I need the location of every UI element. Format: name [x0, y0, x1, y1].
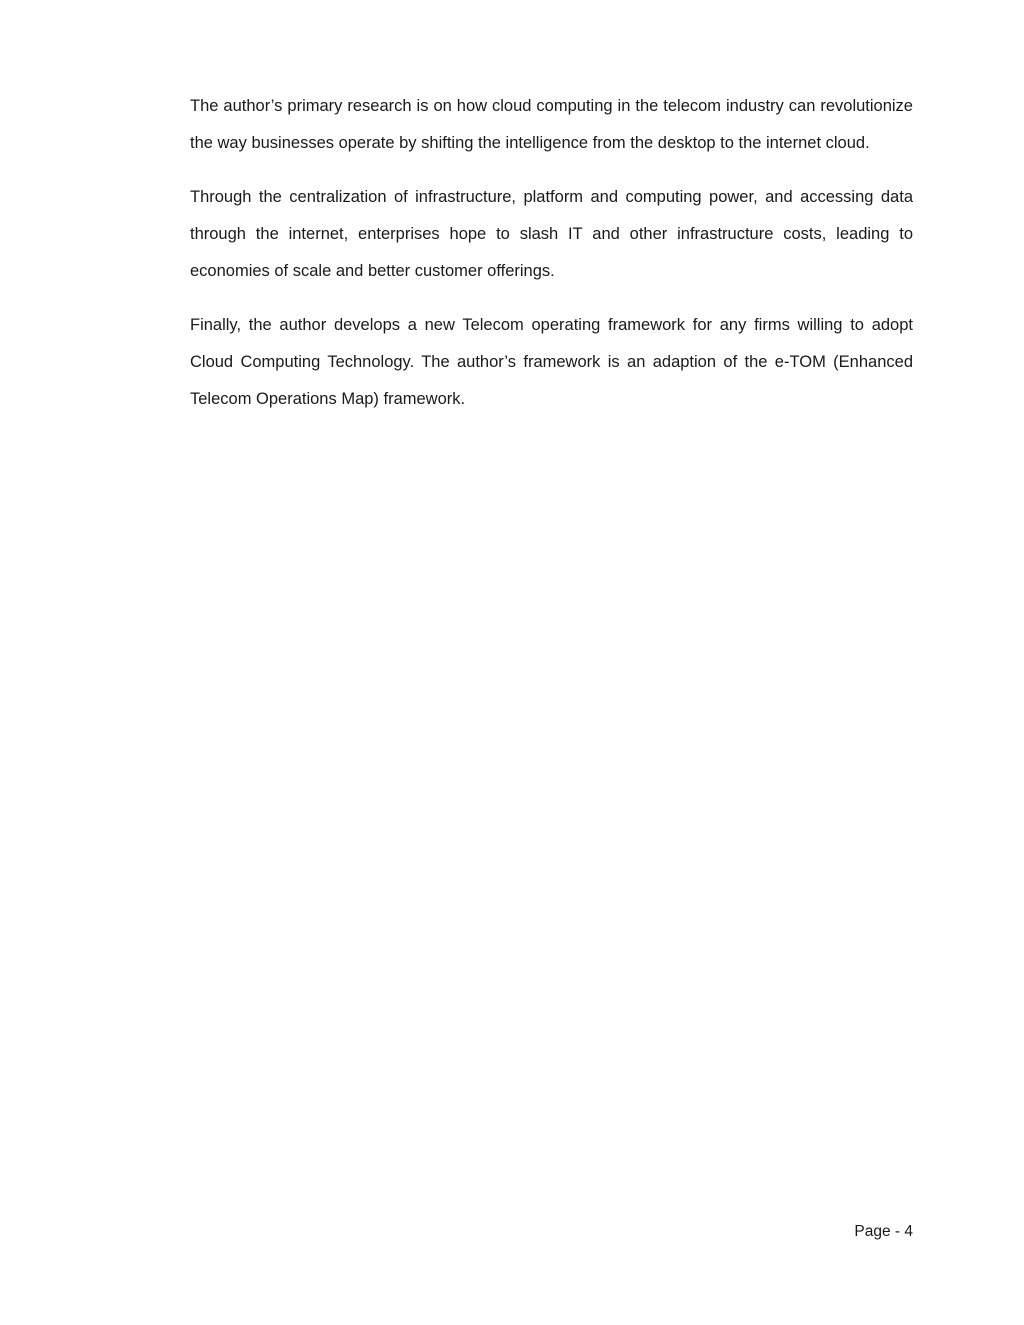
paragraph-framework: Finally, the author develops a new Telecom operating framework for any firms willing to adopt Cloud Computing Technology. The author’s framework is an adaption of the e-TOM (Enhanced Telecom Operations Map) framework.	[190, 316, 913, 408]
paragraph-centralization: Through the centralization of infrastructure, platform and computing power, and accessing data through the internet, enterprises hope to slash IT and other infrastructure costs, leading to economies of scale and better customer offerings.	[190, 188, 913, 280]
paragraph-research-focus: The author’s primary research is on how cloud computing in the telecom industry can revolutionize the way businesses operate by shifting the intelligence from the desktop to the internet cloud.	[190, 97, 913, 152]
body-text	[190, 88, 913, 435]
page-number: Page - 4	[854, 1223, 913, 1240]
